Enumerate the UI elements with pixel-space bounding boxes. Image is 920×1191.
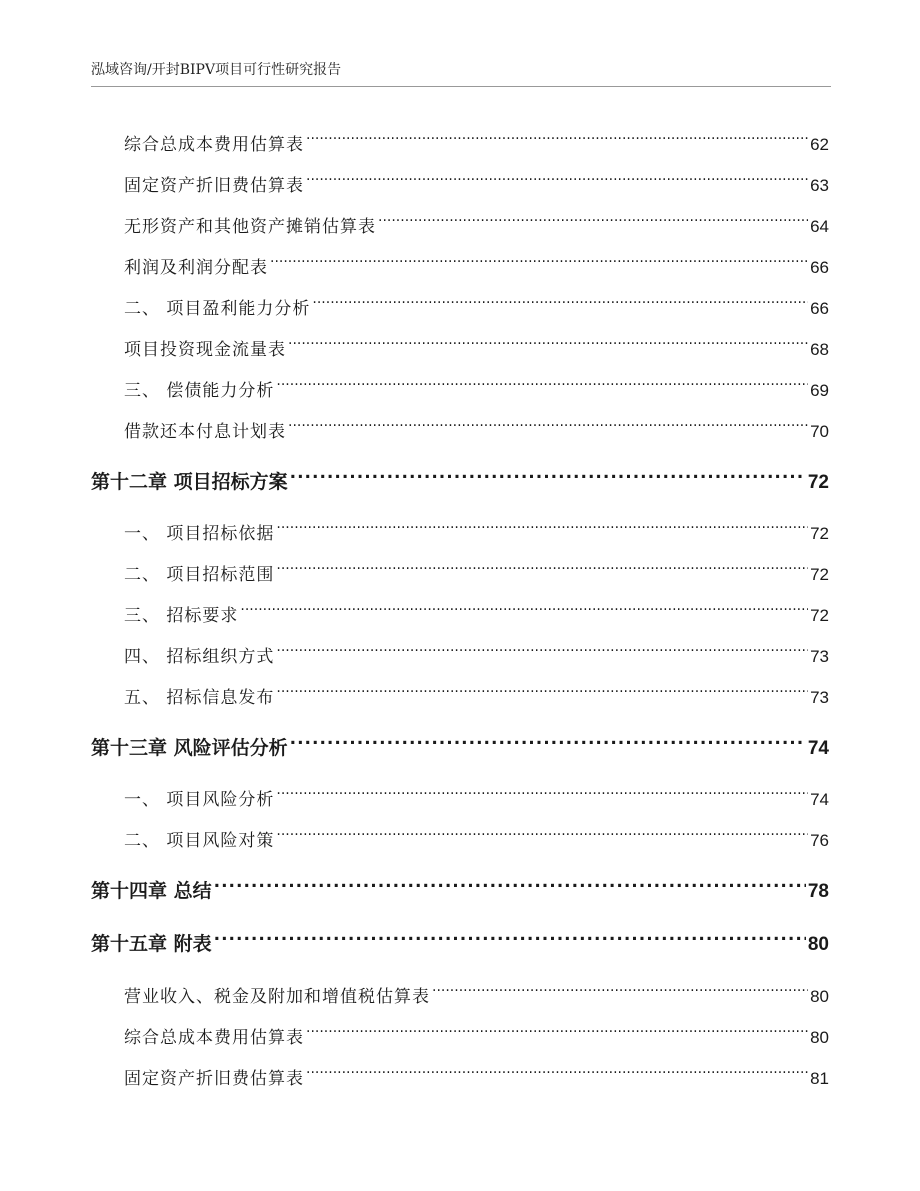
toc-leader-dots bbox=[306, 1013, 808, 1043]
toc-chapter[interactable] bbox=[91, 724, 829, 759]
toc-entry[interactable] bbox=[124, 120, 829, 155]
toc-entry-page: 66 bbox=[810, 258, 829, 277]
toc-entry-page: 62 bbox=[810, 135, 829, 154]
toc-entry[interactable] bbox=[124, 202, 829, 237]
toc-entry-title: 二、 项目风险对策 bbox=[124, 831, 275, 851]
toc-entry-page: 68 bbox=[810, 340, 829, 359]
toc-leader-dots bbox=[214, 867, 806, 897]
toc-leader-dots bbox=[312, 284, 808, 314]
toc-leader-dots bbox=[276, 632, 808, 662]
toc-entry-title: 营业收入、税金及附加和增值税估算表 bbox=[124, 987, 430, 1007]
toc-leader-dots bbox=[276, 816, 808, 846]
toc-chapter-page: 78 bbox=[807, 881, 829, 902]
toc-entry-title: 三、 偿债能力分析 bbox=[124, 381, 275, 401]
toc-chapter[interactable] bbox=[91, 867, 829, 902]
toc-leader-dots bbox=[276, 509, 808, 539]
toc-entry-title: 固定资产折旧费估算表 bbox=[124, 176, 304, 196]
toc-entry[interactable] bbox=[124, 972, 829, 1007]
toc-entry-page: 69 bbox=[810, 381, 829, 400]
toc-leader-dots bbox=[270, 243, 808, 273]
toc-entry[interactable] bbox=[124, 591, 829, 626]
toc-chapter-title: 第十五章 附表 bbox=[91, 933, 212, 955]
toc-entry-page: 72 bbox=[810, 565, 829, 584]
toc-entry-title: 二、 项目招标范围 bbox=[124, 565, 275, 585]
toc-entry[interactable] bbox=[124, 550, 829, 585]
toc-leader-dots bbox=[290, 458, 806, 488]
toc-leader-dots bbox=[276, 775, 808, 805]
toc-entry-page: 63 bbox=[810, 176, 829, 195]
toc-entry[interactable] bbox=[124, 509, 829, 544]
toc-chapter-title: 第十二章 项目招标方案 bbox=[91, 471, 288, 493]
toc-entry[interactable] bbox=[124, 1013, 829, 1048]
toc-leader-dots bbox=[276, 366, 808, 396]
toc-entry[interactable] bbox=[124, 161, 829, 196]
toc-leader-dots bbox=[288, 407, 808, 437]
toc-entry[interactable] bbox=[124, 673, 829, 708]
toc-entry-title: 综合总成本费用估算表 bbox=[124, 1028, 304, 1048]
toc-entry[interactable] bbox=[124, 816, 829, 851]
toc-entry-page: 81 bbox=[810, 1069, 829, 1088]
toc-leader-dots bbox=[240, 591, 808, 621]
toc-entry-page: 73 bbox=[810, 647, 829, 666]
toc-entry[interactable] bbox=[124, 366, 829, 401]
toc-entry-title: 一、 项目风险分析 bbox=[124, 790, 275, 810]
toc-entry-page: 80 bbox=[810, 1028, 829, 1047]
toc-entry-page: 72 bbox=[810, 606, 829, 625]
toc-entry-page: 70 bbox=[810, 422, 829, 441]
toc-entry[interactable] bbox=[124, 325, 829, 360]
toc-leader-dots bbox=[306, 161, 808, 191]
header-divider bbox=[91, 86, 831, 87]
toc-entry-title: 五、 招标信息发布 bbox=[124, 688, 275, 708]
toc-entry-title: 三、 招标要求 bbox=[124, 606, 239, 626]
toc-entry-page: 66 bbox=[810, 299, 829, 318]
toc-entry-page: 72 bbox=[810, 524, 829, 543]
toc-entry[interactable] bbox=[124, 775, 829, 810]
toc-entry-title: 二、 项目盈利能力分析 bbox=[124, 299, 311, 319]
toc-leader-dots bbox=[306, 120, 808, 150]
toc-entry-title: 无形资产和其他资产摊销估算表 bbox=[124, 217, 376, 237]
toc-leader-dots bbox=[378, 202, 808, 232]
toc-leader-dots bbox=[306, 1054, 808, 1084]
toc-leader-dots bbox=[290, 724, 806, 754]
toc-chapter-page: 80 bbox=[807, 934, 829, 955]
toc-leader-dots bbox=[432, 972, 808, 1002]
toc-entry[interactable] bbox=[124, 243, 829, 278]
toc-leader-dots bbox=[276, 550, 808, 580]
toc-entry-title: 一、 项目招标依据 bbox=[124, 524, 275, 544]
toc-entry-title: 利润及利润分配表 bbox=[124, 258, 268, 278]
toc-chapter-title: 第十四章 总结 bbox=[91, 880, 212, 902]
toc-chapter-title: 第十三章 风险评估分析 bbox=[91, 737, 288, 759]
toc-leader-dots bbox=[276, 673, 808, 703]
toc-entry[interactable] bbox=[124, 284, 829, 319]
toc-chapter[interactable] bbox=[91, 920, 829, 955]
toc-leader-dots bbox=[214, 920, 806, 950]
toc-entry-page: 64 bbox=[810, 217, 829, 236]
toc-entry[interactable] bbox=[124, 1054, 829, 1089]
toc-chapter[interactable] bbox=[91, 458, 829, 493]
toc-entry[interactable] bbox=[124, 407, 829, 442]
toc-entry-page: 73 bbox=[810, 688, 829, 707]
toc-entry-title: 项目投资现金流量表 bbox=[124, 340, 286, 360]
toc-leader-dots bbox=[288, 325, 808, 355]
toc-entry-title: 综合总成本费用估算表 bbox=[124, 135, 304, 155]
toc-chapter-page: 72 bbox=[807, 472, 829, 493]
toc-entry[interactable] bbox=[124, 632, 829, 667]
toc-entry-page: 80 bbox=[810, 987, 829, 1006]
running-header: 泓域咨询/开封BIPV项目可行性研究报告 bbox=[91, 62, 342, 78]
toc-entry-page: 74 bbox=[810, 790, 829, 809]
toc-entry-title: 四、 招标组织方式 bbox=[124, 647, 275, 667]
toc-entry-title: 固定资产折旧费估算表 bbox=[124, 1069, 304, 1089]
toc-chapter-page: 74 bbox=[807, 738, 829, 759]
toc-entry-page: 76 bbox=[810, 831, 829, 850]
toc-entry-title: 借款还本付息计划表 bbox=[124, 422, 286, 442]
